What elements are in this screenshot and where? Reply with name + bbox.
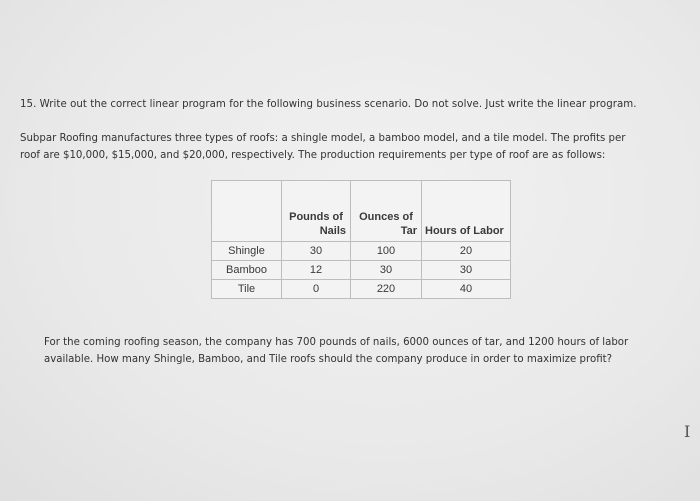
intro-line-2: roof are $10,000, $15,000, and $20,000, respectively. The production requirements per type of roof are as follows:	[20, 150, 606, 161]
table-row	[212, 261, 511, 280]
scenario-constraints	[44, 334, 684, 368]
cell-tar: 220	[351, 280, 422, 299]
cell-nails: 12	[282, 261, 351, 280]
header-nails	[282, 181, 351, 242]
scenario-intro	[20, 130, 690, 164]
header-tar-line1: Ounces of	[359, 211, 413, 223]
header-labor-label: Hours of Labor	[425, 225, 504, 237]
header-tar-line2: Tar	[400, 225, 417, 237]
text-cursor-icon: I	[684, 422, 691, 441]
header-tar	[351, 181, 422, 242]
table-row	[212, 280, 511, 299]
requirements-table	[211, 180, 511, 299]
header-empty-cell	[212, 181, 282, 242]
header-nails-line2: Nails	[319, 225, 346, 237]
cell-labor: 20	[422, 242, 511, 261]
table-header-row	[212, 181, 511, 242]
row-label: Bamboo	[212, 261, 282, 280]
question-title: 15. Write out the correct linear program for the following business scenario. Do not solve. Just write the linear program.	[20, 99, 637, 110]
cell-tar: 30	[351, 261, 422, 280]
footer-line-1: For the coming roofing season, the company has 700 pounds of nails, 6000 ounces of tar, and 1200 hours of labor	[44, 337, 629, 348]
cell-nails: 30	[282, 242, 351, 261]
cell-nails: 0	[282, 280, 351, 299]
cell-labor: 40	[422, 280, 511, 299]
header-labor	[422, 181, 511, 242]
intro-line-1: Subpar Roofing manufactures three types of roofs: a shingle model, a bamboo model, and a tile model. The profits per	[20, 133, 626, 144]
cell-labor: 30	[422, 261, 511, 280]
header-nails-line1: Pounds of	[289, 211, 343, 223]
table-row	[212, 242, 511, 261]
row-label: Shingle	[212, 242, 282, 261]
cell-tar: 100	[351, 242, 422, 261]
footer-line-2: available. How many Shingle, Bamboo, and Tile roofs should the company produce in order to maximize profit?	[44, 354, 613, 365]
row-label: Tile	[212, 280, 282, 299]
